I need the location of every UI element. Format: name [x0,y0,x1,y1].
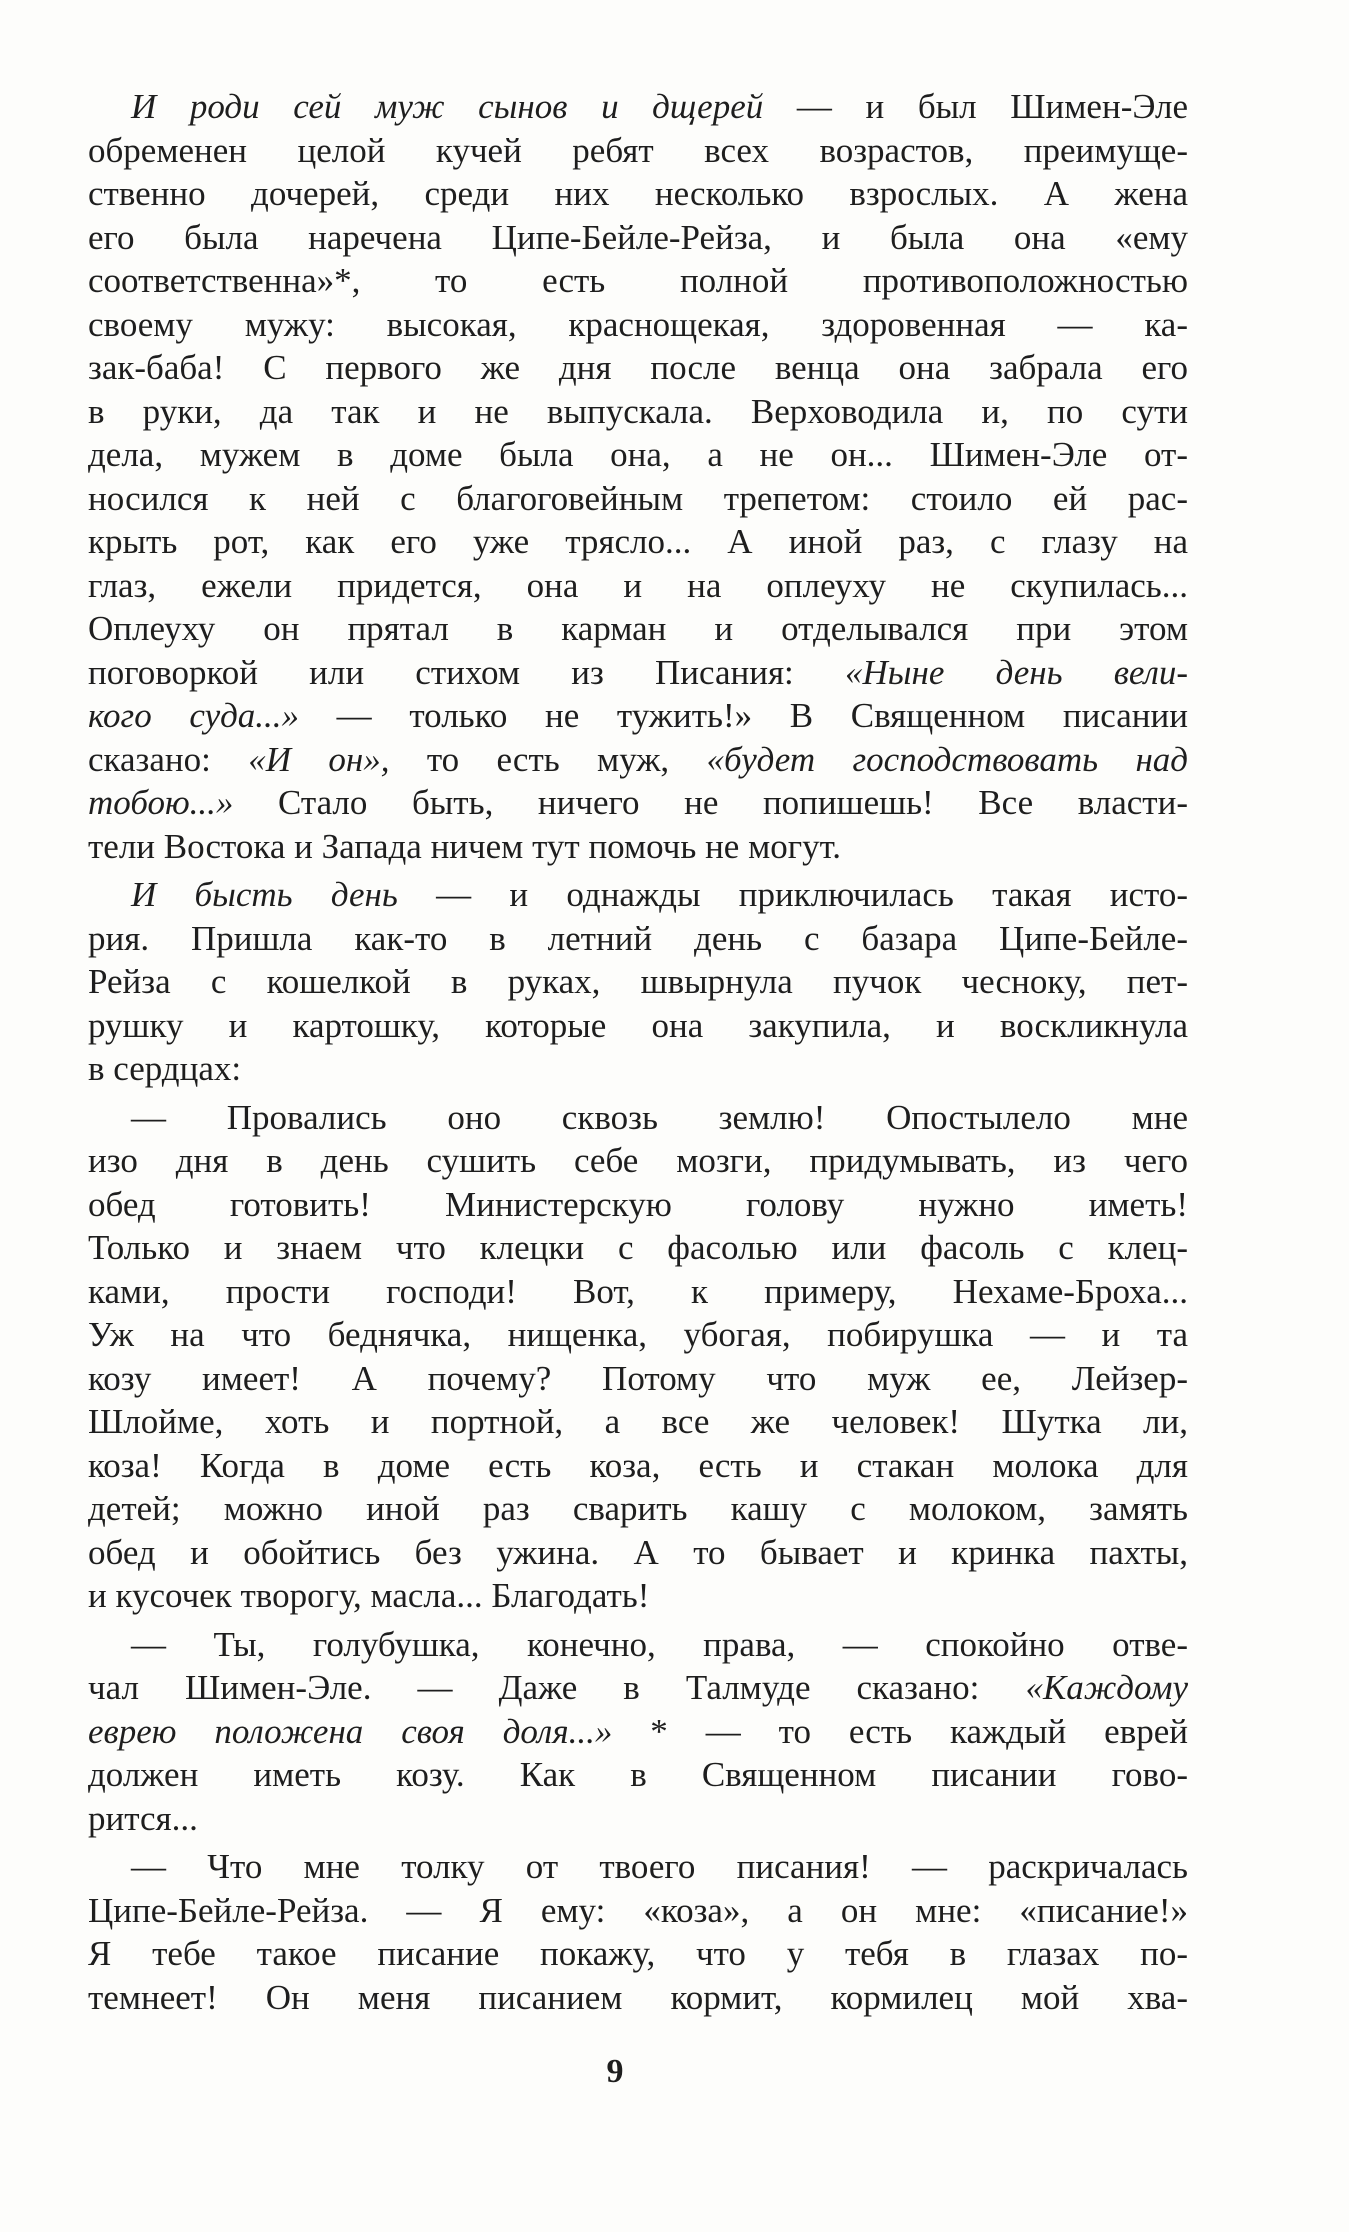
text-segment: — и однажды приключилась такая исто- [397,875,1189,914]
text-line [88,825,1188,869]
text-segment: дела, мужем в доме была она, а не он... Шимен-Эле от- [88,435,1188,474]
text-segment: — и был Шимен-Эле [763,87,1188,126]
text-line [88,1487,1188,1531]
text-segment: соответственна»*, то есть полной противоположностью [88,261,1188,300]
text-segment: рия. Пришла как-то в летний день с базара Ципе-Бейле- [88,919,1188,958]
text-segment: коза! Когда в доме есть коза, есть и стакан молока для [88,1446,1188,1485]
text-segment: — Ты, голубушка, конечно, права, — спокойно отве- [131,1625,1188,1664]
italic-quote: еврею положена своя доля...» [88,1712,613,1751]
text-segment: ственно дочерей, среди них несколько взрослых. А жена [88,174,1188,213]
text-line [88,651,1188,695]
italic-quote: «будет господствовать над [706,740,1189,779]
text-line [88,1313,1188,1357]
text-line [88,1400,1188,1444]
text-segment: рушку и картошку, которые она закупила, и воскликнула [88,1006,1188,1045]
text-line [131,873,1188,917]
text-segment: зак-баба! С первого же дня после венца она забрала его [88,348,1188,387]
text-line [88,1976,1188,2020]
text-segment: Я тебе такое писание покажу, что у тебя в глазах по- [88,1934,1188,1973]
italic-quote: «Каждому [1025,1668,1188,1707]
text-line [88,1531,1188,1575]
text-segment: Оплеуху он прятал в карман и отделывался при этом [88,609,1188,648]
text-line [88,1753,1188,1797]
text-line [88,390,1188,434]
text-segment: Стало быть, ничего не попишешь! Все власти- [233,783,1188,822]
text-segment: Уж на что беднячка, нищенка, убогая, побирушка — и та [88,1315,1188,1354]
italic-quote: И роди сей муж сынов и дщерей [131,87,764,126]
text-line [131,1845,1188,1889]
text-segment: Шлойме, хоть и портной, а все же человек! Шутка ли, [88,1402,1188,1441]
text-line [88,1270,1188,1314]
text-line [88,303,1188,347]
text-line [88,738,1188,782]
text-segment: в руки, да так и не выпускала. Верховодила и, по сути [88,392,1188,431]
text-line [88,216,1188,260]
text-segment: сказано: [88,740,249,779]
text-line [88,433,1188,477]
text-segment: обед и обойтись без ужина. А то бывает и кринка пахты, [88,1533,1188,1572]
text-line [88,1797,1188,1841]
text-line [88,694,1188,738]
text-line [88,960,1188,1004]
text-line [88,1226,1188,1270]
page-number: 9 [606,2053,624,2090]
text-line [88,1183,1188,1227]
text-segment: — Провались оно сквозь землю! Опостылело мне [131,1098,1188,1137]
text-line [88,781,1188,825]
italic-quote: тобою...» [88,783,234,822]
text-segment: изо дня в день сушить себе мозги, придумывать, из чего [88,1141,1188,1180]
text-line [88,564,1188,608]
text-line [88,917,1188,961]
text-segment: обременен целой кучей ребят всех возрастов, преимуще- [88,131,1188,170]
text-segment: * — то есть каждый еврей [612,1712,1188,1751]
text-segment: в сердцах: [88,1049,242,1088]
text-line [88,172,1188,216]
text-segment: должен иметь козу. Как в Священном писании гово- [88,1755,1188,1794]
italic-quote: «И он», [248,740,390,779]
text-segment: козу имеет! А почему? Потому что муж ее, Лейзер- [88,1359,1188,1398]
text-segment: ками, прости господи! Вот, к примеру, Нехаме-Броха... [88,1272,1188,1311]
italic-quote: «Ныне день вели- [844,653,1189,692]
text-segment: то есть муж, [389,740,707,779]
text-line [88,1047,1188,1091]
text-segment: темнеет! Он меня писанием кормит, кормилец мой хва- [88,1978,1188,2017]
text-line [88,1139,1188,1183]
text-segment: и кусочек творогу, масла... Благодать! [88,1576,650,1615]
text-line [88,259,1188,303]
text-line [88,129,1188,173]
text-segment: Только и знаем что клецки с фасолью или фасоль с клец- [88,1228,1188,1267]
text-segment: носился к ней с благоговейным трепетом: стоило ей рас- [88,479,1188,518]
text-line [88,346,1188,390]
text-segment: тели Востока и Запада ничем тут помочь не могут. [88,827,841,866]
text-line [88,1932,1188,1976]
text-line [88,1666,1188,1710]
text-line [88,520,1188,564]
text-segment: поговоркой или стихом из Писания: [88,653,845,692]
text-line [88,1574,1188,1618]
text-segment: его была наречена Ципе-Бейле-Рейза, и была она «ему [88,218,1188,257]
text-segment: Ципе-Бейле-Рейза. — Я ему: «коза», а он мне: «писание!» [88,1891,1188,1930]
text-line [88,1889,1188,1933]
text-line [131,1623,1188,1667]
italic-quote: И бысть день [131,875,398,914]
text-line [88,607,1188,651]
text-segment: глаз, ежели придется, она и на оплеуху не скупилась... [88,566,1188,605]
text-line [88,1444,1188,1488]
text-segment: Рейза с кошелкой в руках, швырнула пучок чесноку, пет- [88,962,1188,1001]
text-segment: своему мужу: высокая, краснощекая, здоровенная — ка- [88,305,1188,344]
text-segment: обед готовить! Министерскую голову нужно иметь! [88,1185,1188,1224]
text-segment: чал Шимен-Эле. — Даже в Талмуде сказано: [88,1668,1026,1707]
text-line [88,477,1188,521]
text-segment: — Что мне толку от твоего писания! — раскричалась [131,1847,1188,1886]
text-segment: крыть рот, как его уже трясло... А иной раз, с глазу на [88,522,1188,561]
text-line [131,85,1188,129]
text-line [88,1004,1188,1048]
text-line [131,1096,1188,1140]
text-segment: — только не тужить!» В Священном писании [299,696,1188,735]
italic-quote: кого суда...» [88,696,300,735]
text-line [88,1710,1188,1754]
text-segment: рится... [88,1799,198,1838]
text-segment: детей; можно иной раз сварить кашу с молоком, замять [88,1489,1188,1528]
text-line [88,1357,1188,1401]
